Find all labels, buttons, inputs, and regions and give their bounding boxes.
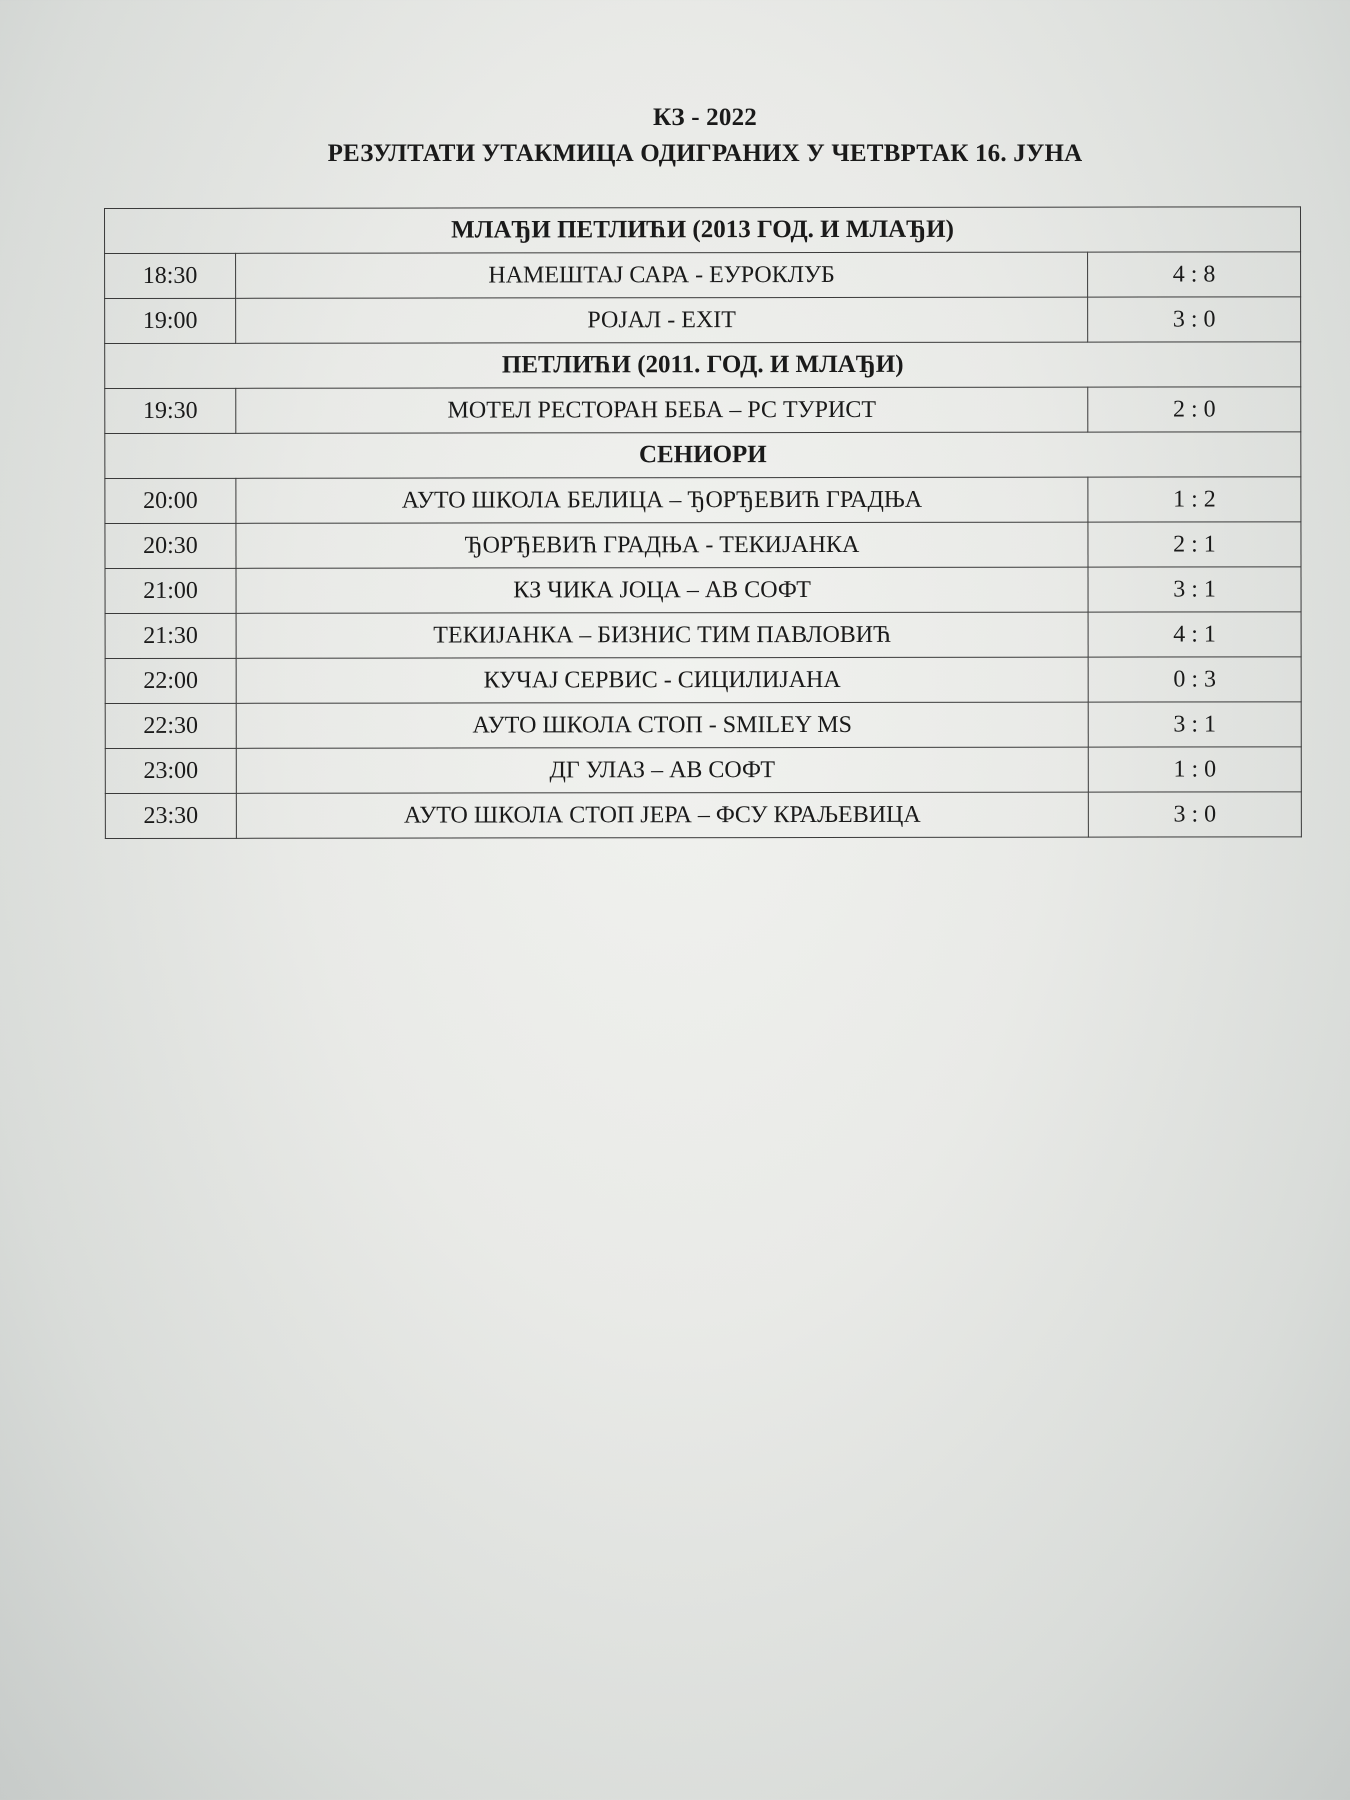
match-teams: ЂОРЂЕВИЋ ГРАДЊА - ТЕКИЈАНКА: [236, 522, 1088, 568]
match-row: [105, 657, 1301, 704]
section-header-row: [105, 207, 1301, 254]
match-time: 21:00: [105, 568, 236, 613]
match-score: 1 : 2: [1088, 477, 1301, 522]
match-row: [105, 522, 1301, 569]
match-row: [105, 387, 1301, 434]
match-teams: АУТО ШКОЛА СТОП - SMILEY MS: [236, 702, 1088, 748]
match-teams: АУТО ШКОЛА СТОП ЈЕРА – ФСУ КРАЉЕВИЦА: [236, 792, 1088, 838]
match-score: 4 : 8: [1088, 252, 1301, 297]
section-title: СЕНИОРИ: [105, 432, 1301, 479]
match-score: 3 : 0: [1088, 297, 1301, 342]
results-table: [104, 206, 1302, 839]
match-time: 22:00: [105, 658, 236, 703]
match-row: [105, 612, 1301, 659]
match-score: 3 : 1: [1088, 702, 1301, 747]
match-time: 23:00: [105, 748, 236, 793]
match-time: 18:30: [105, 253, 236, 298]
match-score: 2 : 0: [1088, 387, 1301, 432]
match-teams: КЗ ЧИКА ЈОЦА – АВ СОФТ: [236, 567, 1088, 613]
match-row: [105, 792, 1301, 839]
section-header-row: [105, 432, 1301, 479]
match-time: 20:00: [105, 478, 236, 523]
document-title: КЗ - 2022: [653, 104, 757, 131]
section-title: МЛАЂИ ПЕТЛИЋИ (2013 ГОД. И МЛАЂИ): [105, 207, 1301, 254]
match-row: [105, 252, 1301, 299]
match-score: 0 : 3: [1088, 657, 1301, 702]
match-teams: АУТО ШКОЛА БЕЛИЦА – ЂОРЂЕВИЋ ГРАДЊА: [236, 477, 1088, 523]
match-teams: ТЕКИЈАНКА – БИЗНИС ТИМ ПАВЛОВИЋ: [236, 612, 1088, 658]
match-row: [105, 477, 1301, 524]
match-score: 4 : 1: [1088, 612, 1301, 657]
match-time: 19:30: [105, 388, 236, 433]
match-row: [105, 702, 1301, 749]
match-row: [105, 297, 1301, 344]
match-score: 1 : 0: [1088, 747, 1301, 792]
match-teams: НАМЕШТАЈ САРА - ЕУРОКЛУБ: [236, 252, 1088, 298]
document-subtitle: РЕЗУЛТАТИ УТАКМИЦА ОДИГРАНИХ У ЧЕТВРТАК 16. ЈУНА: [327, 140, 1083, 167]
match-teams: КУЧАЈ СЕРВИС - СИЦИЛИЈАНА: [236, 657, 1088, 703]
match-time: 23:30: [105, 793, 236, 838]
match-time: 20:30: [105, 523, 236, 568]
match-time: 22:30: [105, 703, 236, 748]
match-teams: ДГ УЛАЗ – АВ СОФТ: [236, 747, 1088, 793]
match-row: [105, 747, 1301, 794]
section-title: ПЕТЛИЋИ (2011. ГОД. И МЛАЂИ): [105, 342, 1301, 389]
match-row: [105, 567, 1301, 614]
match-score: 3 : 1: [1088, 567, 1301, 612]
match-teams: РОЈАЛ - EXIT: [236, 297, 1088, 343]
match-time: 19:00: [105, 298, 236, 343]
match-teams: МОТЕЛ РЕСТОРАН БЕБА – РС ТУРИСТ: [236, 387, 1088, 433]
match-time: 21:30: [105, 613, 236, 658]
match-score: 2 : 1: [1088, 522, 1301, 567]
section-header-row: [105, 342, 1301, 389]
match-score: 3 : 0: [1088, 792, 1301, 837]
